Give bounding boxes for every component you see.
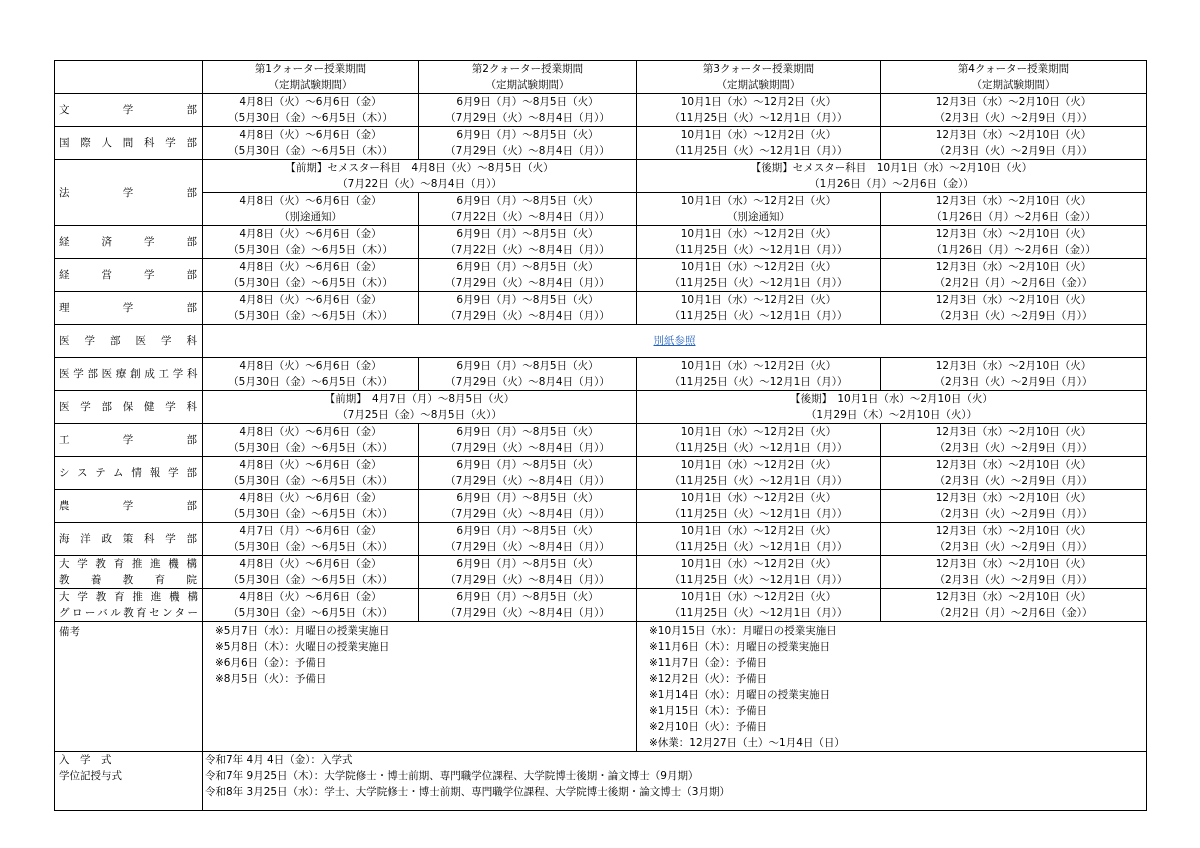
q1-cell — [203, 193, 419, 226]
date-line: （2月3日（火）～2月9日（月）） — [934, 442, 1093, 454]
date-line: （2月3日（火）～2月9日（月）） — [934, 574, 1093, 586]
q3-cell — [637, 490, 881, 523]
faculty-row — [55, 94, 1147, 127]
date-line: （5月30日（金）～6月5日（木）） — [228, 310, 393, 322]
q4-cell — [881, 490, 1147, 523]
date-line: （7月29日（火）～8月4日（月）） — [445, 541, 610, 553]
q3-cell — [637, 424, 881, 457]
q2-cell — [419, 226, 637, 259]
date-line: ※8月5日（火）：予備日 — [215, 673, 327, 685]
faculty-name-line: 教養教育院 — [59, 574, 198, 586]
date-line: ※11月7日（金）：予備日 — [649, 657, 768, 669]
semester-first-cell — [203, 391, 637, 424]
q4-cell — [881, 424, 1147, 457]
date-line: 6月9日（月）～8月5日（火） — [456, 426, 599, 438]
q1-cell — [203, 589, 419, 622]
date-line: （2月2日（月）～2月6日（金）） — [934, 277, 1093, 289]
q1-cell — [203, 259, 419, 292]
date-line: （5月30日（金）～6月5日（木）） — [228, 508, 393, 520]
date-line: （7月29日（火）～8月4日（月）） — [445, 145, 610, 157]
date-line: （11月25日（火）～12月1日（月）） — [669, 508, 848, 520]
semester-first-cell — [203, 160, 637, 193]
date-line: 12月3日（水）～2月10日（火） — [935, 129, 1092, 141]
igaku-cell — [203, 325, 1147, 358]
date-line: （7月29日（火）～8月4日（月）） — [445, 376, 610, 388]
q2-cell — [419, 259, 637, 292]
date-line: （2月3日（火）～2月9日（月）） — [934, 376, 1093, 388]
date-line: 12月3日（水）～2月10日（火） — [935, 525, 1092, 537]
date-line: （11月25日（火）～12月1日（月）） — [669, 244, 848, 256]
date-line: 4月8日（火）～6月6日（金） — [239, 129, 382, 141]
date-line: （2月3日（火）～2月9日（月）） — [934, 475, 1093, 487]
q1-cell — [203, 457, 419, 490]
faculty-row — [55, 523, 1147, 556]
date-line: （11月25日（火）～12月1日（月）） — [669, 145, 848, 157]
faculty-name: 法学部 — [55, 160, 203, 226]
date-line: （11月25日（火）～12月1日（月）） — [669, 112, 848, 124]
date-line: 4月8日（火）～6月6日（金） — [239, 558, 382, 570]
date-line: （2月3日（火）～2月9日（月）） — [934, 541, 1093, 553]
date-line: 10月1日（水）～12月2日（火） — [680, 459, 837, 471]
date-line: ※1月14日（水）：月曜日の授業実施日 — [649, 689, 831, 701]
q4-cell — [881, 589, 1147, 622]
date-line: 【後期】セメスター科目 10月1日（水）～2月10日（火） — [750, 162, 1033, 174]
date-line: 6月9日（月）～8月5日（火） — [456, 492, 599, 504]
q4-cell — [881, 457, 1147, 490]
q1-cell — [203, 556, 419, 589]
date-line: 12月3日（水）～2月10日（火） — [935, 492, 1092, 504]
q2-cell — [419, 358, 637, 391]
date-line: 10月1日（水）～12月2日（火） — [680, 492, 837, 504]
date-line: 4月8日（火）～6月6日（金） — [239, 492, 382, 504]
date-line: （11月25日（火）～12月1日（月）） — [669, 277, 848, 289]
ceremony-row — [55, 752, 1147, 811]
faculty-name: 医学部医療創成工学科 — [55, 358, 203, 391]
q4-cell — [881, 523, 1147, 556]
date-line: （1月26日（月）～2月6日（金）） — [931, 211, 1096, 223]
date-line: （1月26日（月）～2月6日（金）） — [931, 244, 1096, 256]
q1-cell — [203, 127, 419, 160]
date-line: 6月9日（月）～8月5日（火） — [456, 129, 599, 141]
q2-cell — [419, 523, 637, 556]
date-line: （1月26日（月）～2月6日（金）） — [809, 178, 974, 190]
date-line: 6月9日（月）～8月5日（火） — [456, 261, 599, 273]
q1-cell — [203, 226, 419, 259]
date-line: 12月3日（水）～2月10日（火） — [935, 261, 1092, 273]
date-line: （7月29日（火）～8月4日（月）） — [445, 310, 610, 322]
date-line: （7月29日（火）～8月4日（月）） — [445, 508, 610, 520]
date-line: （2月3日（火）～2月9日（月）） — [934, 112, 1093, 124]
date-line: （5月30日（金）～6月5日（木）） — [228, 442, 393, 454]
date-line: ※休業：12月27日（土）～1月4日（日） — [649, 737, 845, 749]
q4-cell — [881, 193, 1147, 226]
date-line: 令和8年 3月25日（水）：学士、大学院修士・博士前期、専門職学位課程、大学院博士後期・論文博士（3月期） — [205, 786, 730, 798]
faculty-row — [55, 127, 1147, 160]
date-line: 10月1日（水）～12月2日（火） — [680, 426, 837, 438]
date-line: （別途通知） — [727, 211, 790, 223]
header-q3 — [637, 61, 881, 94]
date-line: 4月8日（火）～6月6日（金） — [239, 228, 382, 240]
date-line: 10月1日（水）～12月2日（火） — [680, 96, 837, 108]
date-line: （5月30日（金）～6月5日（木）） — [228, 277, 393, 289]
date-line: 6月9日（月）～8月5日（火） — [456, 228, 599, 240]
date-line: ※2月10日（火）：予備日 — [649, 721, 768, 733]
date-line: ※5月8日（木）：火曜日の授業実施日 — [215, 641, 390, 653]
ceremony-dates — [203, 752, 1147, 811]
date-line: 【前期】 4月7日（月）～8月5日（火） — [324, 393, 515, 405]
faculty-name — [55, 589, 203, 622]
date-line: 【後期】 10月1日（水）～2月10日（火） — [790, 393, 993, 405]
q2-cell — [419, 490, 637, 523]
date-line: 6月9日（月）～8月5日（火） — [456, 459, 599, 471]
date-line: （2月3日（火）～2月9日（月）） — [934, 145, 1093, 157]
faculty-name: システム情報学部 — [55, 457, 203, 490]
date-line: 第4クォーター授業期間 — [957, 63, 1070, 75]
date-line: （7月22日（火）～8月4日（月）） — [445, 244, 610, 256]
date-line: ※11月6日（木）：月曜日の授業実施日 — [649, 641, 831, 653]
date-line: （2月3日（火）～2月9日（月）） — [934, 508, 1093, 520]
date-line: 6月9日（月）～8月5日（火） — [456, 591, 599, 603]
header-q2 — [419, 61, 637, 94]
date-line: （7月22日（火）～8月4日（月）） — [445, 211, 610, 223]
header-blank — [55, 61, 203, 94]
q3-cell — [637, 556, 881, 589]
semester-second-cell — [637, 391, 1147, 424]
date-line: （2月3日（火）～2月9日（月）） — [934, 310, 1093, 322]
faculty-row — [55, 490, 1147, 523]
notes-left — [203, 622, 637, 752]
date-line: 12月3日（水）～2月10日（火） — [935, 360, 1092, 372]
q1-cell — [203, 292, 419, 325]
date-line: （5月30日（金）～6月5日（木）） — [228, 376, 393, 388]
date-line: 10月1日（水）～12月2日（火） — [680, 525, 837, 537]
faculty-row — [55, 358, 1147, 391]
date-line: （5月30日（金）～6月5日（木）） — [228, 244, 393, 256]
date-line: 10月1日（水）～12月2日（火） — [680, 294, 837, 306]
faculty-row — [55, 424, 1147, 457]
date-line: 12月3日（水）～2月10日（火） — [935, 96, 1092, 108]
date-line: （別途通知） — [279, 211, 342, 223]
q1-cell — [203, 358, 419, 391]
date-line: 10月1日（水）～12月2日（火） — [680, 195, 837, 207]
date-line: 【前期】セメスター科目 4月8日（火）～8月5日（火） — [285, 162, 554, 174]
date-line: 4月8日（火）～6月6日（金） — [239, 591, 382, 603]
date-line: 4月8日（火）～6月6日（金） — [239, 261, 382, 273]
date-line: 6月9日（月）～8月5日（火） — [456, 360, 599, 372]
date-line: 10月1日（水）～12月2日（火） — [680, 591, 837, 603]
date-line: （5月30日（金）～6月5日（木）） — [228, 541, 393, 553]
q3-cell — [637, 226, 881, 259]
faculty-name — [55, 556, 203, 589]
notes-row — [55, 622, 1147, 752]
date-line: 4月8日（火）～6月6日（金） — [239, 195, 382, 207]
date-line: ※10月15日（水）：月曜日の授業実施日 — [649, 625, 837, 637]
date-line: （7月29日（火）～8月4日（月）） — [445, 442, 610, 454]
faculty-row — [55, 589, 1147, 622]
date-line: （5月30日（金）～6月5日（木）） — [228, 574, 393, 586]
q4-cell — [881, 94, 1147, 127]
date-line: 10月1日（水）～12月2日（火） — [680, 558, 837, 570]
faculty-row — [55, 292, 1147, 325]
faculty-row — [55, 193, 1147, 226]
faculty-name: 文学部 — [55, 94, 203, 127]
date-line: 第2クォーター授業期間 — [471, 63, 584, 75]
date-line: 第1クォーター授業期間 — [254, 63, 367, 75]
date-line: 6月9日（月）～8月5日（火） — [456, 96, 599, 108]
faculty-name: 理学部 — [55, 292, 203, 325]
date-line: ※5月7日（水）：月曜日の授業実施日 — [215, 625, 390, 637]
q3-cell — [637, 127, 881, 160]
q3-cell — [637, 523, 881, 556]
date-line: 6月9日（月）～8月5日（火） — [456, 558, 599, 570]
date-line: （7月29日（火）～8月4日（月）） — [445, 475, 610, 487]
q3-cell — [637, 292, 881, 325]
q1-cell — [203, 523, 419, 556]
faculty-name-line: 大学教育推進機構 — [59, 558, 198, 570]
faculty-name: 農学部 — [55, 490, 203, 523]
date-line: ※1月15日（木）：予備日 — [649, 705, 768, 717]
faculty-name-line: 大学教育推進機構 — [59, 591, 198, 603]
header-q1 — [203, 61, 419, 94]
date-line: （11月25日（火）～12月1日（月）） — [669, 541, 848, 553]
date-line: 4月7日（月）～6月6日（金） — [239, 525, 382, 537]
faculty-row — [55, 259, 1147, 292]
q1-cell — [203, 490, 419, 523]
date-line: （11月25日（火）～12月1日（月）） — [669, 442, 848, 454]
q2-cell — [419, 292, 637, 325]
date-line: 10月1日（水）～12月2日（火） — [680, 129, 837, 141]
faculty-name: 国際人間科学部 — [55, 127, 203, 160]
q2-cell — [419, 457, 637, 490]
faculty-name: 海洋政策科学部 — [55, 523, 203, 556]
ceremony-labels — [55, 752, 203, 811]
q4-cell — [881, 292, 1147, 325]
date-line: 4月8日（火）～6月6日（金） — [239, 294, 382, 306]
q3-cell — [637, 94, 881, 127]
q2-cell — [419, 589, 637, 622]
q4-cell — [881, 259, 1147, 292]
date-line: 12月3日（水）～2月10日（火） — [935, 558, 1092, 570]
faculty-row — [55, 457, 1147, 490]
q4-cell — [881, 226, 1147, 259]
q3-cell — [637, 589, 881, 622]
date-line: （7月29日（火）～8月4日（月）） — [445, 607, 610, 619]
q2-cell — [419, 556, 637, 589]
date-line: （定期試験期間） — [716, 79, 801, 91]
q3-cell — [637, 193, 881, 226]
faculty-name-line: グローバル教育センター — [59, 607, 198, 619]
date-line: （1月29日（木）～2月10日（火）） — [805, 409, 978, 421]
q1-cell — [203, 424, 419, 457]
date-line: （11月25日（火）～12月1日（月）） — [669, 310, 848, 322]
date-line: 4月8日（火）～6月6日（金） — [239, 459, 382, 471]
q2-cell — [419, 424, 637, 457]
date-line: 4月8日（火）～6月6日（金） — [239, 96, 382, 108]
date-line: （7月29日（火）～8月4日（月）） — [445, 112, 610, 124]
separate-sheet-link[interactable]: 別紙参照 — [653, 335, 696, 347]
faculty-name: 経営学部 — [55, 259, 203, 292]
date-line: 第3クォーター授業期間 — [702, 63, 815, 75]
header-row — [55, 61, 1147, 94]
q3-cell — [637, 457, 881, 490]
date-line: （11月25日（火）～12月1日（月）） — [669, 574, 848, 586]
q4-cell — [881, 556, 1147, 589]
date-line: 6月9日（月）～8月5日（火） — [456, 294, 599, 306]
date-line: 4月8日（火）～6月6日（金） — [239, 426, 382, 438]
date-line: （7月25日（金）～8月5日（火）） — [337, 409, 502, 421]
date-line: 12月3日（水）～2月10日（火） — [935, 228, 1092, 240]
date-line: （定期試験期間） — [485, 79, 570, 91]
date-line: （5月30日（金）～6月5日（木）） — [228, 145, 393, 157]
faculty-name: 医学部保健学科 — [55, 391, 203, 424]
notes-label: 備考 — [55, 622, 203, 752]
date-line: 4月8日（火）～6月6日（金） — [239, 360, 382, 372]
date-line: （7月29日（火）～8月4日（月）） — [445, 574, 610, 586]
faculty-name: 医学部医学科 — [55, 325, 203, 358]
date-line: 10月1日（水）～12月2日（火） — [680, 360, 837, 372]
date-line: 12月3日（水）～2月10日（火） — [935, 195, 1092, 207]
date-line: 6月9日（月）～8月5日（火） — [456, 195, 599, 207]
faculty-row — [55, 325, 1147, 358]
date-line: 令和7年 4月 4日（金）：入学式 — [205, 754, 353, 766]
date-line: （11月25日（火）～12月1日（月）） — [669, 607, 848, 619]
date-line: （5月30日（金）～6月5日（木）） — [228, 475, 393, 487]
date-line: （5月30日（金）～6月5日（木）） — [228, 112, 393, 124]
date-line: ※12月2日（火）：予備日 — [649, 673, 768, 685]
date-line: （11月25日（火）～12月1日（月）） — [669, 376, 848, 388]
q1-cell — [203, 94, 419, 127]
faculty-row — [55, 226, 1147, 259]
date-line: （2月2日（月）～2月6日（金）） — [934, 607, 1093, 619]
academic-calendar-table — [54, 60, 1147, 811]
date-line: （7月29日（火）～8月4日（月）） — [445, 277, 610, 289]
notes-right — [637, 622, 1147, 752]
q2-cell — [419, 94, 637, 127]
date-line: 10月1日（水）～12月2日（火） — [680, 228, 837, 240]
faculty-row — [55, 391, 1147, 424]
date-line: （11月25日（火）～12月1日（月）） — [669, 475, 848, 487]
date-line: 令和7年 9月25日（木）：大学院修士・博士前期、専門職学位課程、大学院博士後期・論文博士（9月期） — [205, 770, 699, 782]
faculty-row — [55, 556, 1147, 589]
date-line: 入 学 式 — [59, 754, 112, 766]
semester-second-cell — [637, 160, 1147, 193]
date-line: ※6月6日（金）：予備日 — [215, 657, 327, 669]
date-line: 12月3日（水）～2月10日（火） — [935, 591, 1092, 603]
q2-cell — [419, 127, 637, 160]
faculty-row — [55, 160, 1147, 193]
q4-cell — [881, 127, 1147, 160]
faculty-name: 工学部 — [55, 424, 203, 457]
date-line: （定期試験期間） — [971, 79, 1056, 91]
date-line: （定期試験期間） — [268, 79, 353, 91]
q3-cell — [637, 358, 881, 391]
date-line: 10月1日（水）～12月2日（火） — [680, 261, 837, 273]
date-line: 12月3日（水）～2月10日（火） — [935, 294, 1092, 306]
date-line: 12月3日（水）～2月10日（火） — [935, 459, 1092, 471]
header-q4 — [881, 61, 1147, 94]
q3-cell — [637, 259, 881, 292]
date-line: 12月3日（水）～2月10日（火） — [935, 426, 1092, 438]
q2-cell — [419, 193, 637, 226]
faculty-name: 経済学部 — [55, 226, 203, 259]
date-line: 学位記授与式 — [59, 770, 122, 782]
q4-cell — [881, 358, 1147, 391]
date-line: （5月30日（金）～6月5日（木）） — [228, 607, 393, 619]
date-line: 6月9日（月）～8月5日（火） — [456, 525, 599, 537]
date-line: （7月22日（火）～8月4日（月）） — [337, 178, 502, 190]
